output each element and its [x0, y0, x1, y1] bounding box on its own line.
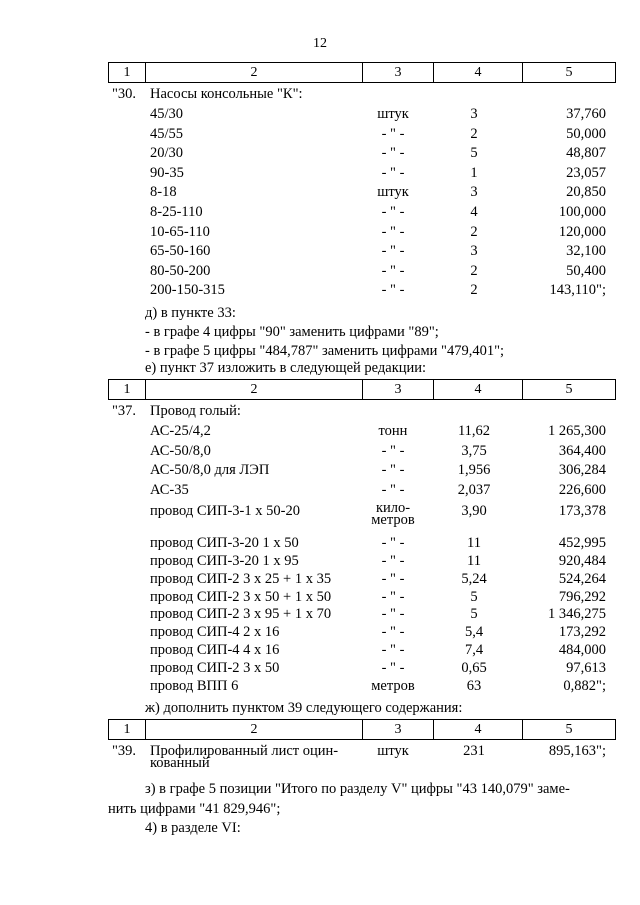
- item-unit: тонн: [378, 423, 408, 439]
- item-name: [150, 745, 338, 769]
- item-price: 364,400: [558, 442, 606, 459]
- section-title: Провод голый:: [150, 403, 241, 419]
- item-price: 37,760: [566, 106, 606, 122]
- table-row: [0, 570, 640, 590]
- table-row: [0, 742, 640, 772]
- item-quantity: 11: [467, 552, 481, 569]
- item-quantity: 1,956: [457, 462, 491, 479]
- item-unit: - " -: [381, 442, 405, 459]
- column-header-cell: 1: [109, 63, 146, 83]
- table-row: [0, 677, 640, 697]
- item-quantity: 5,24: [461, 570, 487, 587]
- item-unit: - " -: [381, 164, 405, 181]
- item-quantity: 2: [470, 262, 478, 279]
- unit-line: метров: [371, 512, 415, 528]
- item-unit: - " -: [381, 659, 405, 676]
- item-name: 8-18: [150, 184, 177, 201]
- item-quantity: 231: [463, 743, 485, 759]
- item-unit: - " -: [381, 588, 405, 605]
- table-row: [0, 502, 640, 534]
- item-quantity: 5,4: [464, 624, 484, 641]
- item-quantity: 11,62: [457, 423, 491, 439]
- item-name: 200-150-315: [150, 282, 225, 299]
- table-row: [0, 262, 640, 282]
- paragraph-z-line: нить цифрами "41 829,946";: [108, 801, 281, 817]
- item-unit: - " -: [381, 552, 405, 569]
- paragraph-e: е) пункт 37 изложить в следующей редакции:: [145, 360, 427, 376]
- item-price: 50,000: [566, 125, 606, 142]
- item-unit: - " -: [381, 570, 405, 587]
- item-unit: - " -: [381, 145, 405, 162]
- column-header-cell: 2: [146, 380, 363, 400]
- item-unit: - " -: [381, 204, 405, 220]
- item-number: "39.: [112, 743, 137, 759]
- table-row: [0, 223, 640, 243]
- item-name: 45/30: [150, 106, 184, 122]
- item-quantity: 3,90: [461, 503, 487, 519]
- item-unit: - " -: [381, 282, 405, 299]
- item-price: 97,613: [566, 659, 606, 676]
- item-quantity: 3: [470, 184, 478, 201]
- item-price: 0,882";: [563, 677, 606, 694]
- section-heading-row: [0, 402, 640, 422]
- item-name: провод СИП-3-20 1 х 50: [150, 535, 299, 551]
- item-quantity: 7,4: [464, 642, 484, 659]
- table-row: [0, 105, 640, 125]
- item-name: провод СИП-2 3 х 50: [150, 659, 280, 676]
- column-header-cell: 4: [434, 63, 523, 83]
- item-quantity: 2: [470, 125, 478, 142]
- column-header-cell: 2: [146, 63, 363, 83]
- item-unit: - " -: [381, 642, 405, 659]
- item-price: 452,995: [558, 535, 606, 551]
- item-unit: - " -: [381, 462, 405, 479]
- item-unit: - " -: [381, 262, 405, 279]
- item-number: "37.: [112, 403, 137, 419]
- item-name: 8-25-110: [150, 204, 203, 220]
- section-title: Насосы консольные "К":: [150, 86, 303, 102]
- item-name: 20/30: [150, 145, 184, 162]
- table-row: [0, 442, 640, 462]
- item-name: 10-65-110: [150, 223, 210, 240]
- item-name: провод ВПП 6: [150, 677, 239, 694]
- item-name: АС-50/8,0 для ЛЭП: [150, 462, 270, 479]
- item-price: 120,000: [558, 223, 606, 240]
- item-price: 173,378: [558, 503, 606, 519]
- item-price: 100,000: [558, 204, 606, 220]
- item-name: 80-50-200: [150, 262, 211, 279]
- item-name: 90-35: [150, 164, 184, 181]
- paragraph-zh: ж) дополнить пунктом 39 следующего содержания:: [145, 700, 463, 716]
- item-name: провод СИП-2 3 х 50 + 1 х 50: [150, 588, 332, 605]
- item-unit: штук: [377, 184, 409, 201]
- item-unit: - " -: [381, 125, 405, 142]
- column-header-cell: 4: [434, 720, 523, 740]
- item-number: "30.: [112, 86, 137, 102]
- item-price: 306,284: [558, 462, 606, 479]
- column-header-cell: 5: [523, 720, 616, 740]
- table-row: [0, 552, 640, 572]
- table-row: [0, 659, 640, 679]
- item-name: провод СИП-2 3 х 95 + 1 х 70: [150, 606, 332, 623]
- item-name: 65-50-160: [150, 243, 211, 260]
- item-price: 524,264: [558, 570, 606, 587]
- item-quantity: 0,65: [461, 659, 487, 676]
- table-row: [0, 422, 640, 442]
- item-quantity: 63: [466, 677, 482, 694]
- table-row: [0, 281, 640, 301]
- name-line: Профилированный лист оцин-: [150, 743, 339, 759]
- item-name: провод СИП-2 3 х 25 + 1 х 35: [150, 570, 332, 587]
- item-price: 796,292: [558, 588, 606, 605]
- item-price: 50,400: [566, 262, 606, 279]
- item-quantity: 5: [470, 606, 478, 623]
- item-price: 1 265,300: [548, 423, 606, 439]
- unit-line: кило-: [375, 500, 411, 516]
- column-header-cell: 3: [363, 720, 434, 740]
- item-price: 173,292: [558, 624, 606, 641]
- item-price: 895,163";: [548, 743, 606, 759]
- table-row: [0, 144, 640, 164]
- item-name: провод СИП-4 4 х 16: [150, 642, 280, 659]
- paragraph-d: д) в пункте 33:: [145, 305, 236, 321]
- item-price: 23,057: [566, 164, 606, 181]
- column-header-table: [108, 719, 616, 740]
- item-quantity: 2: [470, 223, 478, 240]
- item-price: 143,110";: [549, 282, 606, 299]
- item-quantity: 2,037: [457, 481, 491, 498]
- item-unit: - " -: [381, 624, 405, 641]
- item-quantity: 4: [470, 204, 478, 220]
- paragraph-4: 4) в разделе VI:: [145, 820, 241, 836]
- item-quantity: 3: [470, 106, 478, 122]
- item-price: 1 346,275: [548, 606, 606, 623]
- table-row: [0, 125, 640, 145]
- section-heading-row: [0, 85, 640, 105]
- item-quantity: 5: [470, 588, 478, 605]
- table-row: [0, 461, 640, 481]
- item-price: 48,807: [566, 145, 606, 162]
- item-name: провод СИП-3-20 1 х 95: [150, 552, 299, 569]
- table-row: [0, 183, 640, 203]
- column-header-cell: 5: [523, 63, 616, 83]
- item-price: 226,600: [558, 481, 606, 498]
- column-header-cell: 3: [363, 380, 434, 400]
- table-row: [0, 605, 640, 625]
- column-header-table: [108, 62, 616, 83]
- paragraph-z: з) в графе 5 позиции "Итого по разделу V" цифры "43 140,079" заме-: [145, 781, 570, 797]
- table-row: [0, 641, 640, 661]
- paragraph-d-line: - в графе 5 цифры "484,787" заменить цифрами "479,401";: [145, 343, 505, 359]
- item-quantity: 1: [470, 164, 478, 181]
- item-name: АС-25/4,2: [150, 423, 211, 439]
- column-header-cell: 1: [109, 720, 146, 740]
- item-unit: - " -: [381, 535, 405, 551]
- paragraph-d-line: - в графе 4 цифры "90" заменить цифрами "89";: [145, 324, 439, 340]
- column-header-table: [108, 379, 616, 400]
- item-unit: штук: [377, 106, 409, 122]
- table-row: [0, 203, 640, 223]
- item-unit: - " -: [381, 243, 405, 260]
- item-unit: - " -: [381, 606, 405, 623]
- item-price: 32,100: [566, 243, 606, 260]
- page-number: 12: [313, 36, 327, 51]
- table-row: [0, 242, 640, 262]
- item-quantity: 5: [470, 145, 478, 162]
- item-unit: [358, 502, 428, 526]
- table-row: [0, 588, 640, 608]
- item-name: АС-50/8,0: [150, 442, 211, 459]
- item-price: 920,484: [558, 552, 606, 569]
- item-quantity: 2: [470, 282, 478, 299]
- item-quantity: 3: [470, 243, 478, 260]
- table-row: [0, 164, 640, 184]
- name-line: кованный: [150, 755, 210, 771]
- item-name: провод СИП-3-1 х 50-20: [150, 503, 300, 519]
- column-header-cell: 3: [363, 63, 434, 83]
- item-name: провод СИП-4 2 х 16: [150, 624, 280, 641]
- item-unit: штук: [377, 743, 409, 759]
- item-price: 20,850: [566, 184, 606, 201]
- table-row: [0, 481, 640, 501]
- table-row: [0, 534, 640, 554]
- item-unit: - " -: [381, 481, 405, 498]
- column-header-cell: 1: [109, 380, 146, 400]
- item-name: АС-35: [150, 481, 189, 498]
- table-row: [0, 623, 640, 643]
- item-name: 45/55: [150, 125, 184, 142]
- item-quantity: 11: [467, 535, 481, 551]
- item-unit: - " -: [381, 223, 405, 240]
- item-price: 484,000: [558, 642, 606, 659]
- item-unit: метров: [371, 677, 415, 694]
- item-quantity: 3,75: [461, 442, 487, 459]
- column-header-cell: 4: [434, 380, 523, 400]
- column-header-cell: 5: [523, 380, 616, 400]
- column-header-cell: 2: [146, 720, 363, 740]
